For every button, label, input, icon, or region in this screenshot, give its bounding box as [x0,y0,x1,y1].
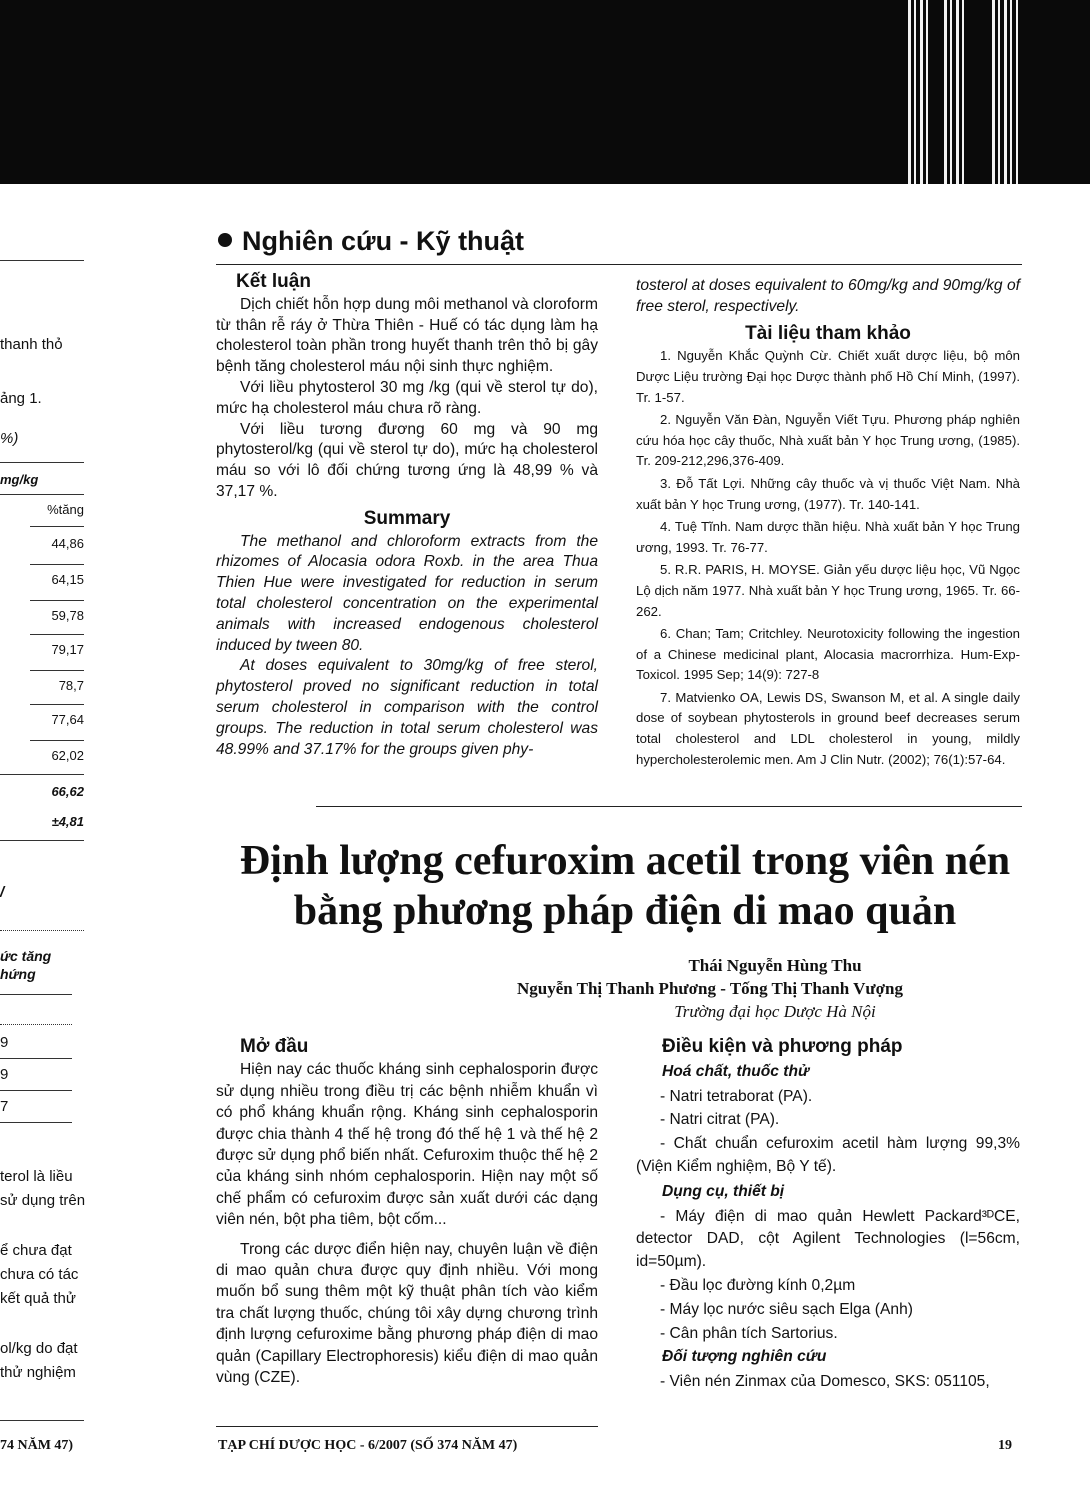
fragment-line: ol/kg do đạt [0,1340,78,1357]
methods-item: - Đầu lọc đường kính 0,2µm [660,1276,856,1294]
methods-item: - Natri citrat (PA). [660,1111,780,1129]
references-heading: Tài liệu tham khảo [745,322,911,344]
author-line: Nguyễn Thị Thanh Phương - Tống Thị Thanh Vượng [516,979,904,998]
fragment-line: ể chưa đạt [0,1242,72,1259]
fragment-line: kết quả thử [0,1290,76,1307]
methods-item: - Máy lọc nước siêu sạch Elga (Anh) [660,1300,913,1318]
summary-para: At doses equivalent to 30mg/kg of free sterol, phytosterol proved no significant reduction in total serum cholesterol in comparison with the control groups. The reduction in total serum cholesterol was 48.99% and 37.17% for the groups given phy- [216,657,598,758]
article-title-line: bằng phương pháp điện di mao quản [293,888,957,934]
small-value: 9 [0,1066,9,1083]
article-authors [400,954,1020,1023]
article-title [150,836,1090,936]
conclusion-para: Với liều phytosterol 30 mg /kg (qui về sterol tự do), mức hạ cholesterol máu chưa rõ ràng. [216,378,598,417]
table-value: 59,78 [51,608,84,623]
fragment-line: sử dụng trên [0,1192,86,1209]
section-rule [216,264,1022,265]
fragment-note: hứng [0,966,36,982]
reference-item: 2. Nguyễn Văn Đàn, Nguyễn Viết Tựu. Phương pháp nghiên cứu hóa học cây thuốc, Nhà xuất bản Y học Trung ương, (1985). Tr. 209-212,296,376-409. [636,412,1020,469]
fragment-note: / [0,884,5,901]
summary-continuation: tosterol at doses equivalent to 60mg/kg and 90mg/kg of free sterol, respectively. [636,277,1020,315]
fragment-line: ảng 1. [0,390,42,407]
references-column [636,276,1020,772]
fragment-line: %) [0,430,19,447]
summary-para: The methanol and chloroform extracts from the rhizomes of Alocasia odora Roxb. in the area Thua Thien Hue were investigated for reduction in serum total cholesterol concentration on the experimental animals with increased endogenous cholesterol induced by tween 80. [216,532,598,654]
affiliation: Trường đại học Dược Hà Nội [674,1002,876,1021]
article-title-line: Định lượng cefuroxim acetil trong viên nén [239,838,1011,884]
table-value: 78,7 [58,678,84,693]
journal-footer: TẠP CHÍ DƯỢC HỌC - 6/2007 (SỐ 374 NĂM 47) [218,1438,518,1453]
reference-item: 5. R.R. PARIS, H. MOYSE. Giản yếu dược liệu học, Vũ Ngọc Lộ dịch năm 1977. Nhà xuất bản Y học Trung ương, 1965. Tr. 66-262. [636,562,1020,619]
intro-heading: Mở đầu [240,1036,309,1057]
table-value: 62,02 [51,748,84,763]
methods-item: - Natri tetraborat (PA). [660,1087,813,1105]
conclusion-para: Với liều tương đương 60 mg và 90 mg phytosterol/kg (qui về sterol tự do), mức hạ cholesterol máu so với lô đối chứng tương ứng là 48,99 % và 37,17 %. [216,420,598,500]
conclusion-heading: Kết luận [236,271,311,292]
small-value: 7 [0,1098,9,1115]
fragment-footer: 74 NĂM 47) [0,1438,74,1453]
fragment-line: thử nghiệm [0,1364,76,1381]
article-divider [316,806,1022,807]
small-value: 9 [0,1034,9,1051]
table-value: 66,62 [51,784,84,799]
table-value: 44,86 [51,536,84,551]
table-value: ±4,81 [51,814,84,829]
fragment-note: ức tăng [0,948,52,964]
intro-column [216,1036,598,1393]
intro-para: Trong các dược điển hiện nay, chuyên luận về điện di mao quản chưa được quy định nhiều. Với mong muốn bổ sung thêm một kỹ thuật phân tích vào kiểm tra chất lượng thuốc, chúng tôi xây dựng chương trình định lượng cefuroxime bằng phương pháp điện di mao quản (Capillary Electrophoresis) kiểu điện di mao quản vùng (CZE). [216,1240,598,1387]
fragment-line: terol là liều [0,1168,73,1185]
summary-heading: Summary [363,507,451,529]
methods-subheading: Dụng cụ, thiết bị [662,1182,785,1200]
page-number: 19 [998,1438,1012,1453]
conclusion-para: Dịch chiết hỗn hợp dung môi methanol và cloroform từ thân rễ ráy ở Thừa Thiên - Huế có tác dụng làm hạ cholesterol toàn phần trong huyết thanh trên thỏ bị gây bệnh tăng cholesterol máu nội sinh thực nghiệm. [216,295,598,376]
fragment-line: mg/kg [0,472,39,487]
methods-item: - Chất chuẩn cefuroxim acetil hàm lượng 99,3% (Viện Kiểm nghiệm, Bộ Y tế). [636,1135,1020,1175]
footer-rule [216,1426,598,1427]
table-value: 79,17 [51,642,84,657]
reference-item: 3. Đỗ Tất Lợi. Những cây thuốc và vị thuốc Việt Nam. Nhà xuất bản Y học Trung ương, (1977). Tr. 140-141. [636,475,1020,512]
table-header: %tăng [47,502,84,517]
reference-item: 1. Nguyễn Khắc Quỳnh Cừ. Chiết xuất dược liệu, bộ môn Dược Liệu trường Đại học Dược thành phố Hồ Chí Minh, (1997). Tr. 1-57. [636,348,1020,405]
reference-list [636,346,1020,770]
reference-item: 4. Tuệ Tĩnh. Nam dược thần hiệu. Nhà xuất bản Y học Trung ương, 1993. Tr. 76-77. [636,519,1020,555]
barcode-marks [908,0,1018,184]
methods-subheading: Đối tượng nghiên cứu [662,1348,827,1366]
intro-para: Hiện nay các thuốc kháng sinh cephalosporin được sử dụng nhiều trong điều trị các bệnh nhiễm khuẩn vì có phổ kháng khuẩn rộng. Kháng sinh cephalosporin được chia thành 4 thế hệ trong đó thế hệ 1 và thế hệ 2 được sử dụng phổ biến nhất. Cefuroxim thuộc thế hệ 2 của kháng sinh nhóm cephalosporin. Hiện nay một số chế phẩm có cefuroxim được sản xuất dưới các dạng viên nén, bột pha tiêm, bột cốm... [216,1061,598,1229]
left-page-fragment [0,200,90,1500]
bullet-icon [218,233,232,247]
methods-column [636,1036,1020,1395]
table-value: 77,64 [51,712,84,727]
methods-item: - Máy điện di mao quản Hewlett Packard³ᴰCE, detector DAD, cột Agilent Technologies (l=56cm, id=50µm). [636,1207,1020,1271]
conclusion-column [216,272,598,760]
reference-item: 7. Matvienko OA, Lewis DS, Swanson M, et al. A single daily dose of soybean phytosterols in ground beef decreases serum total cholesterol and LDL cholesterol in young, mildly hypercholesterolemic men. Am J Clin Nutr. (2002); 76(1):57-64. [636,689,1020,767]
methods-item: - Viên nén Zinmax của Domesco, SKS: 051105, [660,1373,990,1391]
methods-heading: Điều kiện và phương pháp [662,1036,903,1057]
fragment-line: thanh thỏ [0,336,63,353]
section-heading-text: Nghiên cứu - Kỹ thuật [242,226,525,256]
table-value: 64,15 [51,572,84,587]
section-heading [218,226,524,257]
methods-item: - Cân phân tích Sartorius. [660,1324,838,1342]
methods-subheading: Hoá chất, thuốc thử [662,1062,810,1080]
reference-item: 6. Chan; Tam; Critchley. Neurotoxicity following the ingestion of a Chinese medicinal plant, Alocasia macrorrhiza. Hum-Exp-Toxicol. 1995 Sep; 14(9): 727-8 [636,626,1020,683]
author-line: Thái Nguyễn Hùng Thu [688,956,862,975]
fragment-line: chưa có tác [0,1266,79,1283]
